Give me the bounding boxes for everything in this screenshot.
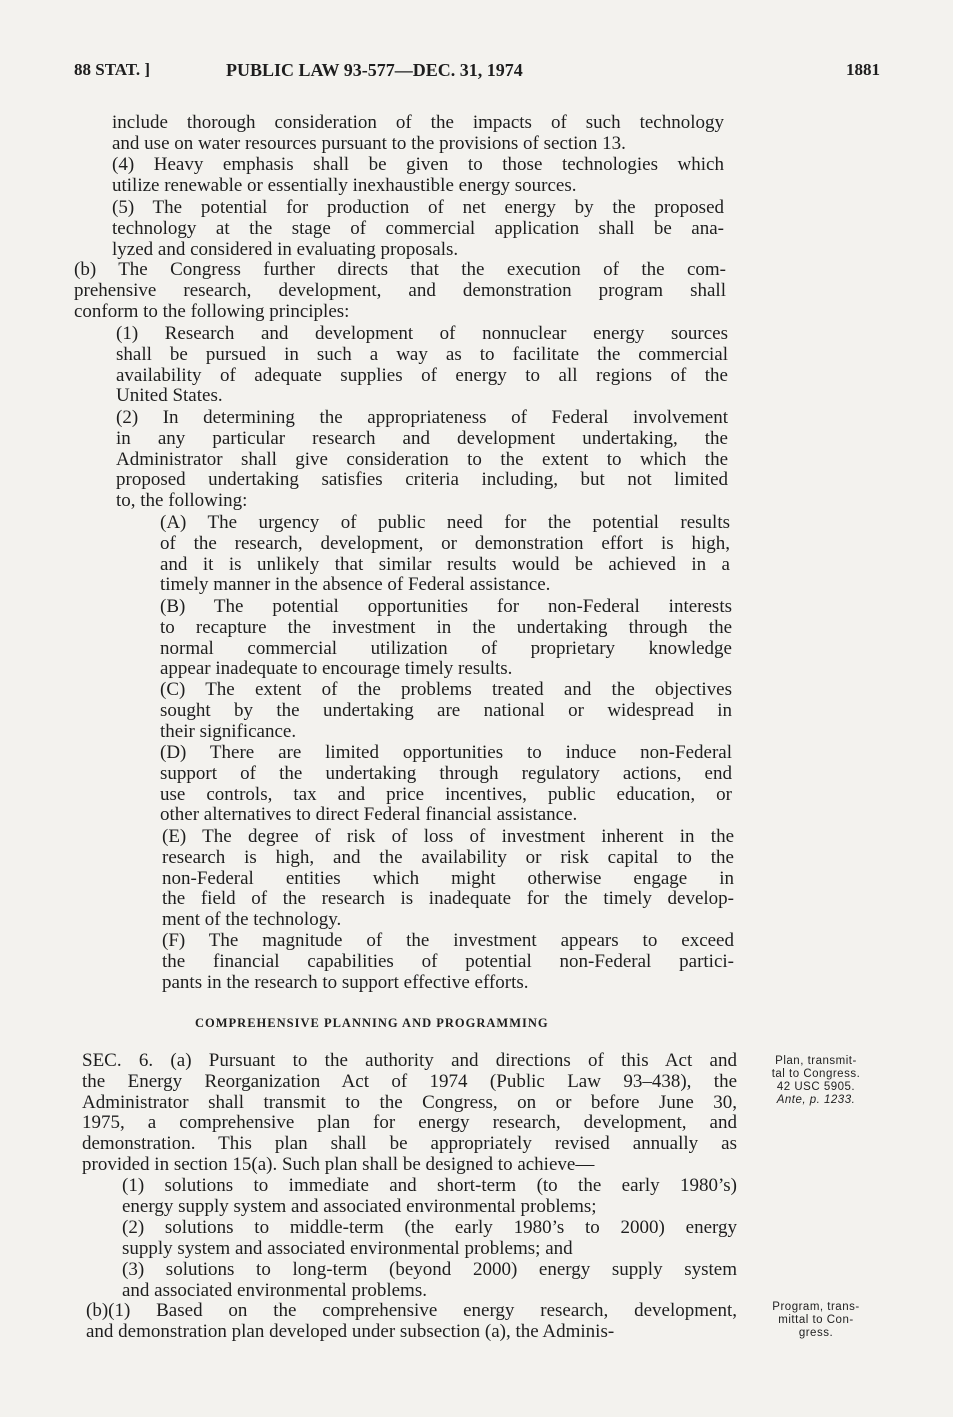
text-line: availability of adequate supplies of energy to all regions of the	[116, 365, 728, 386]
paragraph	[74, 260, 726, 322]
margin-note-line: Ante, p. 1233.	[776, 1094, 856, 1106]
text-line: use controls, tax and price incentives, public education, or	[160, 784, 732, 805]
text-line: lyzed and considered in evaluating proposals.	[112, 239, 459, 260]
text-line: (2) solutions to middle-term (the early 1980’s to 2000) energy	[122, 1218, 737, 1238]
section-heading: COMPREHENSIVE PLANNING AND PROGRAMMING	[195, 1016, 549, 1030]
text-line: (b) The Congress further directs that the execution of the com-	[74, 260, 726, 280]
text-line: timely manner in the absence of Federal assistance.	[160, 575, 551, 596]
text-line: energy supply system and associated environmental problems;	[122, 1196, 597, 1217]
text-line: supply system and associated environmental problems; and	[122, 1238, 573, 1259]
text-line: 1975, a comprehensive plan for energy research, development, and	[82, 1113, 737, 1134]
text-line: (1) solutions to immediate and short-term (to the early 1980’s)	[122, 1176, 737, 1196]
text-line: of the research, development, or demonstration effort is high,	[160, 533, 730, 554]
text-line: pants in the research to support effective efforts.	[162, 972, 529, 993]
paragraph	[82, 1051, 737, 1176]
text-line: normal commercial utilization of proprietary knowledge	[160, 638, 732, 659]
text-line: their significance.	[160, 721, 297, 742]
margin-note-line: gress.	[798, 1327, 834, 1339]
paragraph	[112, 155, 724, 197]
paragraph	[86, 1301, 737, 1343]
text-line: (5) The potential for production of net energy by the proposed	[112, 198, 724, 218]
text-line: and it is unlikely that similar results would be achieved in a	[160, 554, 730, 575]
margin-note-line: Program, trans-	[772, 1301, 860, 1313]
text-line: provided in section 15(a). Such plan shall be designed to achieve—	[82, 1154, 595, 1175]
text-line: technology at the stage of commercial application shall be ana-	[112, 218, 724, 239]
text-line: (E) The degree of risk of loss of investment inherent in the	[162, 827, 734, 847]
text-line: sought by the undertaking are national or widespread in	[160, 700, 732, 721]
text-line: to, the following:	[116, 491, 248, 512]
text-line: to recapture the investment in the undertaking through the	[160, 617, 732, 638]
text-line: (C) The extent of the problems treated and the objectives	[160, 680, 732, 700]
text-line: prehensive research, development, and demonstration program shall	[74, 280, 726, 301]
text-line: (4) Heavy emphasis shall be given to those technologies which	[112, 155, 724, 175]
text-line: in any particular research and development undertaking, the	[116, 428, 728, 449]
paragraph	[160, 513, 730, 596]
text-line: support of the undertaking through regulatory actions, end	[160, 763, 732, 784]
text-line: ment of the technology.	[162, 910, 342, 931]
paragraph	[112, 198, 724, 260]
text-line: demonstration. This plan shall be appropriately revised annually as	[82, 1134, 737, 1155]
paragraph	[160, 680, 732, 742]
margin-note-line: mittal to Con-	[778, 1314, 854, 1326]
paragraph	[122, 1260, 737, 1302]
text-line: (A) The urgency of public need for the potential results	[160, 513, 730, 533]
paragraph	[122, 1218, 737, 1260]
header-page-number: 1881	[846, 60, 880, 79]
margin-note	[756, 1055, 876, 1107]
text-line: research is high, and the availability or risk capital to the	[162, 847, 734, 868]
margin-note-line: tal to Congress.	[771, 1068, 861, 1080]
paragraph	[116, 408, 728, 512]
paragraph	[112, 113, 724, 155]
paragraph	[116, 324, 728, 407]
text-line: the Energy Reorganization Act of 1974 (Public Law 93–438), the	[82, 1071, 737, 1092]
header-law-title: PUBLIC LAW 93-577—DEC. 31, 1974	[226, 60, 523, 80]
text-line: (1) Research and development of nonnuclear energy sources	[116, 324, 728, 344]
paragraph	[160, 743, 732, 826]
text-line: utilize renewable or essentially inexhaustible energy sources.	[112, 175, 577, 196]
text-line: include thorough consideration of the impacts of such technology	[112, 113, 724, 133]
text-line: United States.	[116, 386, 223, 407]
text-line: (B) The potential opportunities for non-Federal interests	[160, 597, 732, 617]
paragraph	[122, 1176, 737, 1218]
paragraph	[162, 931, 734, 993]
text-line: (b)(1) Based on the comprehensive energy research, development,	[86, 1301, 737, 1321]
text-line: appear inadequate to encourage timely results.	[160, 659, 513, 680]
margin-note-line: Plan, transmit-	[775, 1055, 857, 1067]
margin-note-line: 42 USC 5905.	[776, 1081, 856, 1093]
text-line: other alternatives to direct Federal financial assistance.	[160, 805, 578, 826]
page-header	[74, 60, 880, 86]
text-line: Administrator shall give consideration to the extent to which the	[116, 449, 728, 470]
paragraph	[162, 827, 734, 931]
text-line: the financial capabilities of potential non-Federal partici-	[162, 951, 734, 972]
text-line: the field of the research is inadequate for the timely develop-	[162, 889, 734, 910]
text-line: SEC. 6. (a) Pursuant to the authority and directions of this Act and	[82, 1051, 737, 1071]
text-line: (F) The magnitude of the investment appears to exceed	[162, 931, 734, 951]
text-line: and associated environmental problems.	[122, 1280, 427, 1301]
text-line: shall be pursued in such a way as to facilitate the commercial	[116, 344, 728, 365]
text-line: Administrator shall transmit to the Congress, on or before June 30,	[82, 1092, 737, 1113]
text-line: conform to the following principles:	[74, 301, 350, 322]
header-statute-ref: 88 STAT. ]	[74, 60, 151, 79]
margin-note	[756, 1301, 876, 1340]
paragraph	[160, 597, 732, 680]
text-line: and demonstration plan developed under subsection (a), the Adminis-	[86, 1321, 615, 1342]
text-line: (D) There are limited opportunities to induce non-Federal	[160, 743, 732, 763]
text-line: non-Federal entities which might otherwise engage in	[162, 868, 734, 889]
text-line: proposed undertaking satisfies criteria including, but not limited	[116, 470, 728, 491]
text-line: (2) In determining the appropriateness of Federal involvement	[116, 408, 728, 428]
text-line: and use on water resources pursuant to the provisions of section 13.	[112, 133, 626, 154]
text-line: (3) solutions to long-term (beyond 2000) energy supply system	[122, 1260, 737, 1280]
